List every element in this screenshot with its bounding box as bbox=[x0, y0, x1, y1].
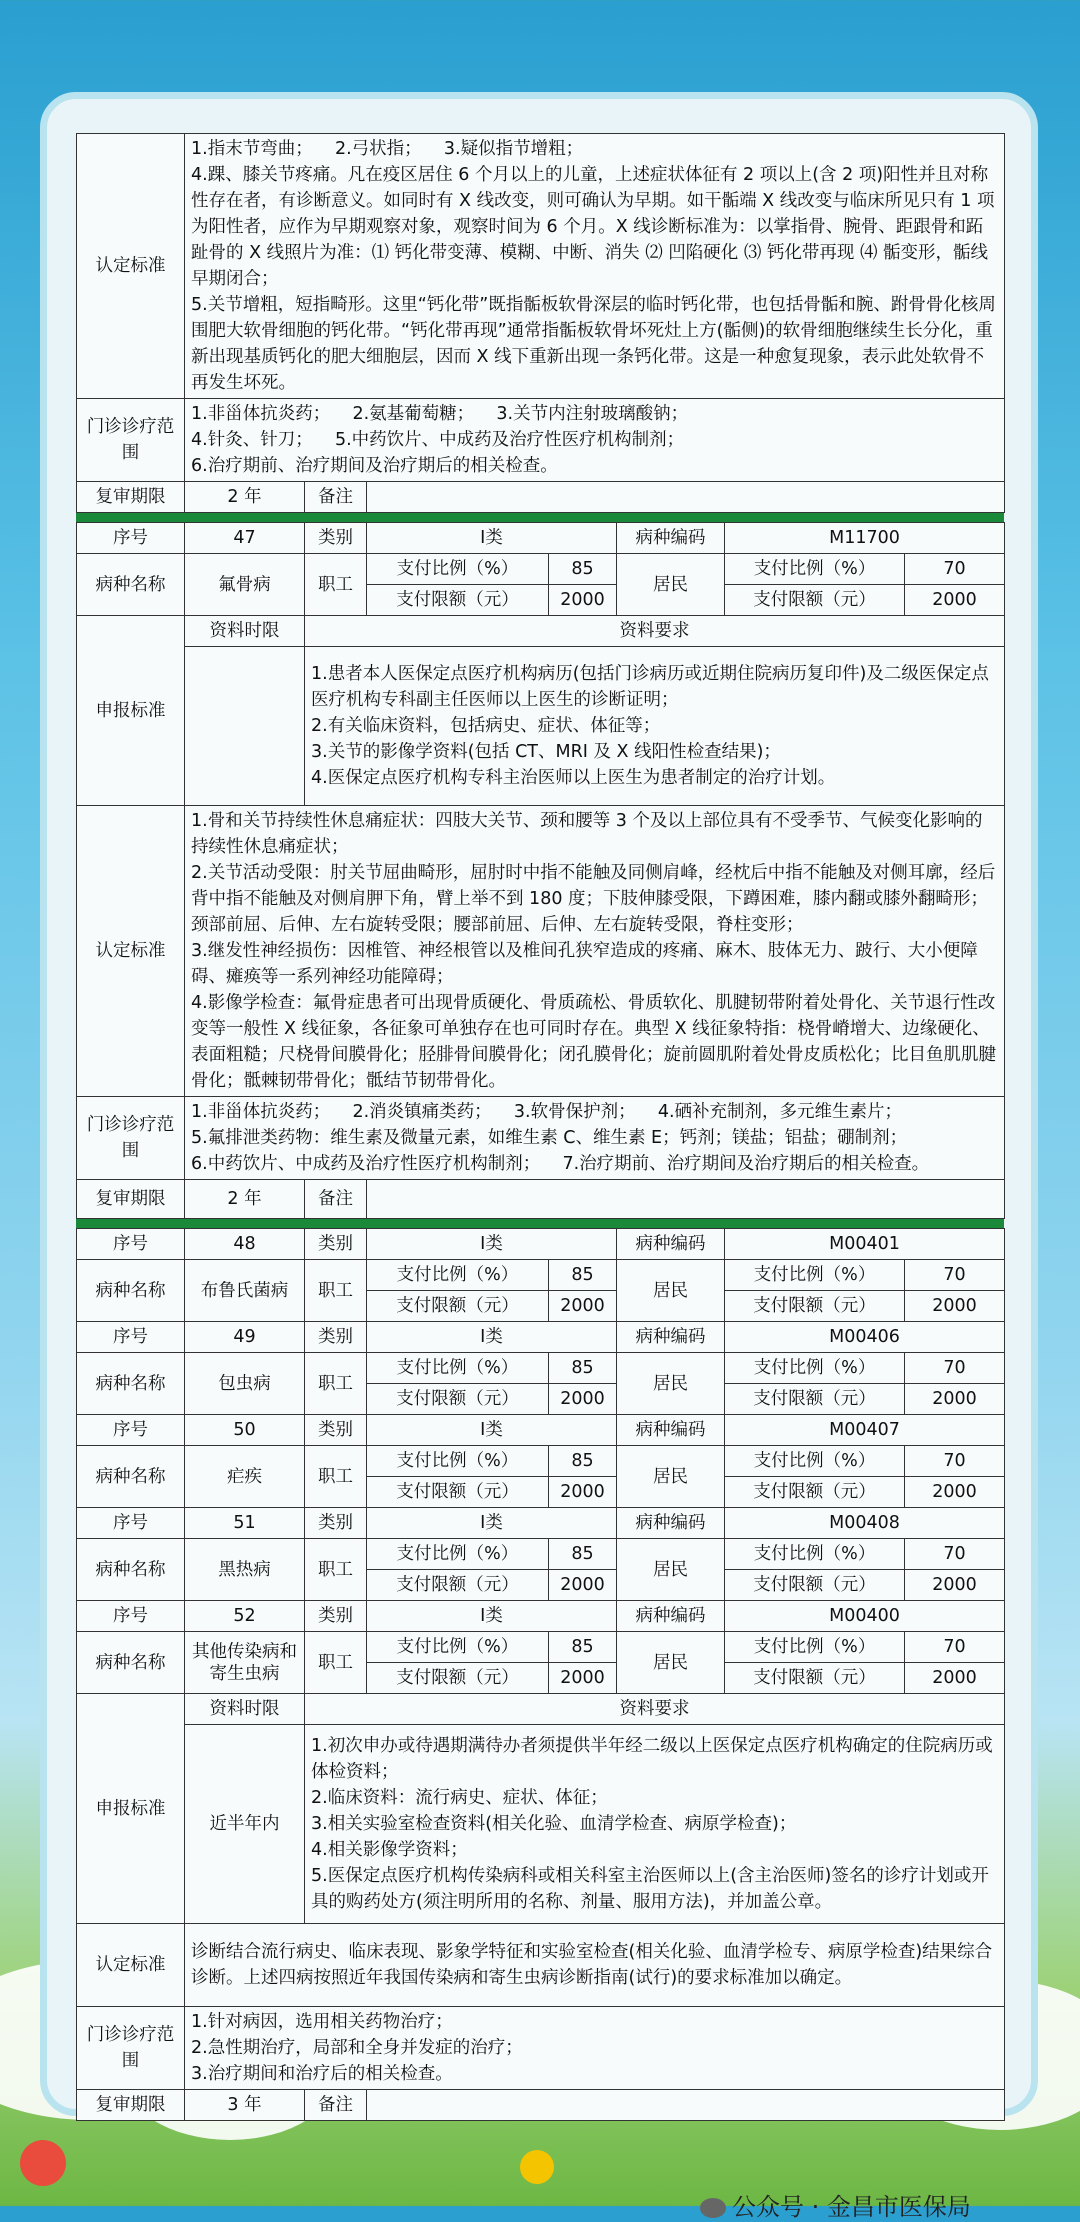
code-value: M00407 bbox=[725, 1415, 1005, 1446]
limit-label: 支付限额（元） bbox=[725, 1384, 905, 1415]
code-value: M00401 bbox=[725, 1229, 1005, 1260]
seq-label: 序号 bbox=[77, 1601, 185, 1632]
ratio-label: 支付比例（%） bbox=[725, 1353, 905, 1384]
category-value: Ⅰ类 bbox=[367, 1601, 617, 1632]
wechat-icon bbox=[700, 2198, 726, 2218]
ratio-label: 支付比例（%） bbox=[725, 554, 905, 585]
worker-label: 职工 bbox=[305, 1353, 367, 1415]
resident-ratio: 70 bbox=[905, 554, 1005, 585]
list-item: 6.治疗期前、治疗期间及治疗期后的相关检查。 bbox=[191, 456, 558, 476]
flower-decoration bbox=[20, 2140, 66, 2186]
category-label: 类别 bbox=[305, 1415, 367, 1446]
mzzl-content bbox=[185, 1097, 1005, 1180]
ratio-label: 支付比例（%） bbox=[367, 1353, 549, 1384]
list-item: 2.关节活动受限：肘关节屈曲畸形，屈肘时中指不能触及同侧肩峰，经枕后中指不能触及对侧耳廓，经后背中指不能触及对侧肩胛下角，臂上举不到 180 度；下肢伸膝受限，下蹲困难，膝内翻或膝外翻畸形；颈部前屈、后伸、左右旋转受限；腰部前屈、后伸、左右旋转受限，脊柱变形； bbox=[191, 863, 996, 935]
resident-label: 居民 bbox=[617, 1446, 725, 1508]
category-value: Ⅰ类 bbox=[367, 523, 617, 554]
list-item: 2.临床资料：流行病史、症状、体征； bbox=[311, 1788, 608, 1808]
worker-label: 职工 bbox=[305, 1632, 367, 1694]
code-label: 病种编码 bbox=[617, 1601, 725, 1632]
req-label: 资料要求 bbox=[305, 616, 1005, 647]
resident-limit: 2000 bbox=[905, 1291, 1005, 1322]
disease-name: 疟疾 bbox=[185, 1446, 305, 1508]
name-label: 病种名称 bbox=[77, 1260, 185, 1322]
resident-limit: 2000 bbox=[905, 1570, 1005, 1601]
list-item: 2.有关临床资料，包括病史、症状、体征等； bbox=[311, 716, 661, 736]
code-label: 病种编码 bbox=[617, 523, 725, 554]
disease-48-52-table bbox=[76, 1228, 1005, 2121]
category-label: 类别 bbox=[305, 1508, 367, 1539]
fsqx-label: 复审期限 bbox=[77, 1180, 185, 1219]
rzbz-content: 诊断结合流行病史、临床表现、影象学特征和实验室检查(相关化验、血清学检专、病原学检查)结果综合诊断。上述四病按照近年我国传染病和寄生虫病诊断指南(试行)的要求标准加以确定。 bbox=[185, 1924, 1005, 2007]
ratio-label: 支付比例（%） bbox=[725, 1539, 905, 1570]
note-label: 备注 bbox=[305, 1180, 367, 1219]
mzzl-content bbox=[185, 2007, 1005, 2090]
code-value: M11700 bbox=[725, 523, 1005, 554]
list-item: 3.关节的影像学资料(包括 CT、MRI 及 X 线阳性检查结果)； bbox=[311, 742, 781, 762]
list-item: 1.针对病因，选用相关药物治疗； bbox=[191, 2012, 453, 2032]
policy-table-container bbox=[76, 133, 1004, 2121]
fsqx-value: 2 年 bbox=[185, 1180, 305, 1219]
code-value: M00408 bbox=[725, 1508, 1005, 1539]
time-value bbox=[185, 647, 305, 806]
rzbz-content bbox=[185, 134, 1005, 399]
worker-ratio: 85 bbox=[549, 1539, 617, 1570]
ratio-label: 支付比例（%） bbox=[367, 554, 549, 585]
mzzl-label: 门诊诊疗范围 bbox=[77, 2007, 185, 2090]
note-label: 备注 bbox=[305, 482, 367, 513]
resident-limit: 2000 bbox=[905, 1477, 1005, 1508]
worker-ratio: 85 bbox=[549, 554, 617, 585]
code-label: 病种编码 bbox=[617, 1229, 725, 1260]
resident-ratio: 70 bbox=[905, 1446, 1005, 1477]
name-label: 病种名称 bbox=[77, 1632, 185, 1694]
name-label: 病种名称 bbox=[77, 554, 185, 616]
disease-name: 黑热病 bbox=[185, 1539, 305, 1601]
limit-label: 支付限额（元） bbox=[367, 1663, 549, 1694]
category-label: 类别 bbox=[305, 1229, 367, 1260]
list-item: 3.治疗期间和治疗后的相关检查。 bbox=[191, 2064, 453, 2084]
resident-ratio: 70 bbox=[905, 1260, 1005, 1291]
ratio-label: 支付比例（%） bbox=[367, 1539, 549, 1570]
resident-label: 居民 bbox=[617, 1539, 725, 1601]
sbbz-label: 申报标准 bbox=[77, 616, 185, 806]
limit-label: 支付限额（元） bbox=[367, 1570, 549, 1601]
fsqx-label: 复审期限 bbox=[77, 2090, 185, 2121]
category-value: Ⅰ类 bbox=[367, 1229, 617, 1260]
list-item: 1.骨和关节持续性休息痛症状：四肢大关节、颈和腰等 3 个及以上部位具有不受季节、气候变化影响的持续性休息痛症状； bbox=[191, 811, 983, 857]
note-value bbox=[367, 1180, 1005, 1219]
worker-ratio: 85 bbox=[549, 1446, 617, 1477]
disease-name: 氟骨病 bbox=[185, 554, 305, 616]
mzzl-label: 门诊诊疗范围 bbox=[77, 399, 185, 482]
flower-decoration bbox=[520, 2150, 554, 2184]
resident-ratio: 70 bbox=[905, 1632, 1005, 1663]
disease-name: 包虫病 bbox=[185, 1353, 305, 1415]
resident-label: 居民 bbox=[617, 1632, 725, 1694]
resident-ratio: 70 bbox=[905, 1353, 1005, 1384]
section-divider bbox=[76, 513, 1004, 522]
resident-limit: 2000 bbox=[905, 1384, 1005, 1415]
seq-label: 序号 bbox=[77, 1322, 185, 1353]
worker-label: 职工 bbox=[305, 1539, 367, 1601]
list-item: 1.非甾体抗炎药； 2.氨基葡萄糖； 3.关节内注射玻璃酸钠； bbox=[191, 404, 689, 424]
category-label: 类别 bbox=[305, 523, 367, 554]
worker-label: 职工 bbox=[305, 1446, 367, 1508]
seq-value: 51 bbox=[185, 1508, 305, 1539]
limit-label: 支付限额（元） bbox=[725, 1291, 905, 1322]
limit-label: 支付限额（元） bbox=[367, 1384, 549, 1415]
ratio-label: 支付比例（%） bbox=[725, 1446, 905, 1477]
category-label: 类别 bbox=[305, 1322, 367, 1353]
footer-account bbox=[700, 2187, 971, 2222]
code-value: M00406 bbox=[725, 1322, 1005, 1353]
limit-label: 支付限额（元） bbox=[725, 1477, 905, 1508]
rzbz-label: 认定标准 bbox=[77, 806, 185, 1097]
limit-label: 支付限额（元） bbox=[367, 1291, 549, 1322]
seq-label: 序号 bbox=[77, 1415, 185, 1446]
list-item: 5.医保定点医疗机构传染病科或相关科室主治医师以上(含主治医师)签名的诊疗计划或开具的购药处方(须注明所用的名称、剂量、服用方法)，并加盖公章。 bbox=[311, 1866, 989, 1912]
list-item: 6.中药饮片、中成药及治疗性医疗机构制剂； 7.治疗期前、治疗期间及治疗期后的相关检查。 bbox=[191, 1154, 930, 1174]
seq-value: 49 bbox=[185, 1322, 305, 1353]
limit-label: 支付限额（元） bbox=[367, 585, 549, 616]
rzbz-label: 认定标准 bbox=[77, 1924, 185, 2007]
rzbz-content bbox=[185, 806, 1005, 1097]
worker-label: 职工 bbox=[305, 1260, 367, 1322]
code-label: 病种编码 bbox=[617, 1415, 725, 1446]
seq-value: 48 bbox=[185, 1229, 305, 1260]
time-value: 近半年内 bbox=[185, 1725, 305, 1924]
worker-ratio: 85 bbox=[549, 1260, 617, 1291]
ratio-label: 支付比例（%） bbox=[367, 1446, 549, 1477]
resident-limit: 2000 bbox=[905, 1663, 1005, 1694]
fsqx-value: 2 年 bbox=[185, 482, 305, 513]
list-item: 1.指末节弯曲； 2.弓状指； 3.疑似指节增粗； bbox=[191, 139, 584, 159]
list-item: 1.非甾体抗炎药； 2.消炎镇痛类药； 3.软骨保护剂； 4.硒补充制剂，多元维生素片； bbox=[191, 1102, 903, 1122]
list-item: 1.患者本人医保定点医疗机构病历(包括门诊病历或近期住院病历复印件)及二级医保定点医疗机构专科副主任医师以上医生的诊断证明； bbox=[311, 664, 989, 710]
footer-text: 公众号 · 金昌市医保局 bbox=[732, 2193, 971, 2221]
req-label: 资料要求 bbox=[305, 1694, 1005, 1725]
ratio-label: 支付比例（%） bbox=[725, 1260, 905, 1291]
list-item: 4.影像学检查：氟骨症患者可出现骨质硬化、骨质疏松、骨质软化、肌腱韧带附着处骨化、关节退行性改变等一般性 X 线征象，各征象可单独存在也可同时存在。典型 X 线征象特指：桡骨嵴增大、边缘硬化、表面粗糙；尺桡骨间膜骨化；胫腓骨间膜骨化；闭孔膜骨化；旋前圆肌附着处骨皮质松化；比目鱼肌肌腱骨化；骶棘韧带骨化；骶结节韧带骨化。 bbox=[191, 993, 996, 1091]
code-label: 病种编码 bbox=[617, 1322, 725, 1353]
limit-label: 支付限额（元） bbox=[725, 1663, 905, 1694]
list-item: 4.相关影像学资料； bbox=[311, 1840, 468, 1860]
worker-ratio: 85 bbox=[549, 1353, 617, 1384]
fsqx-label: 复审期限 bbox=[77, 482, 185, 513]
mzzl-label: 门诊诊疗范围 bbox=[77, 1097, 185, 1180]
section-divider bbox=[76, 1219, 1004, 1228]
disease-46-tail-table bbox=[76, 133, 1005, 513]
worker-ratio: 85 bbox=[549, 1632, 617, 1663]
note-value bbox=[367, 482, 1005, 513]
rzbz-label: 认定标准 bbox=[77, 134, 185, 399]
req-content bbox=[305, 1725, 1005, 1924]
worker-limit: 2000 bbox=[549, 1663, 617, 1694]
resident-label: 居民 bbox=[617, 1353, 725, 1415]
category-value: Ⅰ类 bbox=[367, 1415, 617, 1446]
resident-limit: 2000 bbox=[905, 585, 1005, 616]
worker-limit: 2000 bbox=[549, 585, 617, 616]
ratio-label: 支付比例（%） bbox=[725, 1632, 905, 1663]
note-value bbox=[367, 2090, 1005, 2121]
limit-label: 支付限额（元） bbox=[725, 1570, 905, 1601]
time-label: 资料时限 bbox=[185, 616, 305, 647]
ratio-label: 支付比例（%） bbox=[367, 1632, 549, 1663]
resident-ratio: 70 bbox=[905, 1539, 1005, 1570]
note-label: 备注 bbox=[305, 2090, 367, 2121]
list-item: 5.关节增粗，短指畸形。这里“钙化带”既指骺板软骨深层的临时钙化带，也包括骨骺和腕、跗骨骨化核周围肥大软骨细胞的钙化带。“钙化带再现”通常指骺板软骨坏死灶上方(骺侧)的软骨细胞继续生长分化，重新出现基质钙化的肥大细胞层，因而 X 线下重新出现一条钙化带。这是一种愈复现象，表示此处软骨不再发生坏死。 bbox=[191, 295, 996, 393]
seq-label: 序号 bbox=[77, 1229, 185, 1260]
worker-limit: 2000 bbox=[549, 1291, 617, 1322]
ratio-label: 支付比例（%） bbox=[367, 1260, 549, 1291]
name-label: 病种名称 bbox=[77, 1446, 185, 1508]
disease-name: 其他传染病和寄生虫病 bbox=[185, 1632, 305, 1694]
disease-47-table bbox=[76, 522, 1005, 1219]
category-value: Ⅰ类 bbox=[367, 1322, 617, 1353]
list-item: 4.针灸、针刀； 5.中药饮片、中成药及治疗性医疗机构制剂； bbox=[191, 430, 685, 450]
worker-limit: 2000 bbox=[549, 1384, 617, 1415]
sbbz-label: 申报标准 bbox=[77, 1694, 185, 1924]
list-item: 1.初次申办或待遇期满待办者须提供半年经二级以上医保定点医疗机构确定的住院病历或体检资料； bbox=[311, 1736, 993, 1782]
worker-limit: 2000 bbox=[549, 1477, 617, 1508]
list-item: 3.相关实验室检查资料(相关化验、血清学检查、病原学检查)； bbox=[311, 1814, 797, 1834]
list-item: 4.医保定点医疗机构专科主治医师以上医生为患者制定的治疗计划。 bbox=[311, 768, 836, 788]
fsqx-value: 3 年 bbox=[185, 2090, 305, 2121]
seq-label: 序号 bbox=[77, 1508, 185, 1539]
list-item: 4.踝、膝关节疼痛。凡在疫区居住 6 个月以上的儿童，上述症状体征有 2 项以上(含 2 项)阳性并且对称性存在者，有诊断意义。如同时有 X 线改变，则可确认为早期。如干骺端 X 线改变与临床所见只有 1 项为阳性者，应作为早期观察对象，观察时间为 6 个月。X 线诊断标准为：以掌指骨、腕骨、距跟骨和跖趾骨的 X 线照片为准：⑴ 钙化带变薄、模糊、中断、消失 ⑵ 凹陷硬化 ⑶ 钙化带再现 ⑷ 骺变形，骺线早期闭合； bbox=[191, 165, 995, 289]
list-item: 5.氟排泄类药物：维生素及微量元素，如维生素 C、维生素 E；钙剂；镁盐；铝盐；硼制剂； bbox=[191, 1128, 908, 1148]
name-label: 病种名称 bbox=[77, 1353, 185, 1415]
worker-limit: 2000 bbox=[549, 1570, 617, 1601]
limit-label: 支付限额（元） bbox=[725, 585, 905, 616]
mzzl-content bbox=[185, 399, 1005, 482]
seq-value: 47 bbox=[185, 523, 305, 554]
seq-label: 序号 bbox=[77, 523, 185, 554]
limit-label: 支付限额（元） bbox=[367, 1477, 549, 1508]
code-label: 病种编码 bbox=[617, 1508, 725, 1539]
worker-label: 职工 bbox=[305, 554, 367, 616]
seq-value: 52 bbox=[185, 1601, 305, 1632]
disease-name: 布鲁氏菌病 bbox=[185, 1260, 305, 1322]
category-value: Ⅰ类 bbox=[367, 1508, 617, 1539]
seq-value: 50 bbox=[185, 1415, 305, 1446]
disease-rows bbox=[77, 1229, 1005, 1694]
req-content bbox=[305, 647, 1005, 806]
category-label: 类别 bbox=[305, 1601, 367, 1632]
time-label: 资料时限 bbox=[185, 1694, 305, 1725]
list-item: 2.急性期治疗，局部和全身并发症的治疗； bbox=[191, 2038, 523, 2058]
resident-label: 居民 bbox=[617, 554, 725, 616]
name-label: 病种名称 bbox=[77, 1539, 185, 1601]
list-item: 3.继发性神经损伤：因椎管、神经根管以及椎间孔狭窄造成的疼痛、麻木、肢体无力、跛行、大小便障碍、瘫痪等一系列神经功能障碍； bbox=[191, 941, 978, 987]
resident-label: 居民 bbox=[617, 1260, 725, 1322]
code-value: M00400 bbox=[725, 1601, 1005, 1632]
